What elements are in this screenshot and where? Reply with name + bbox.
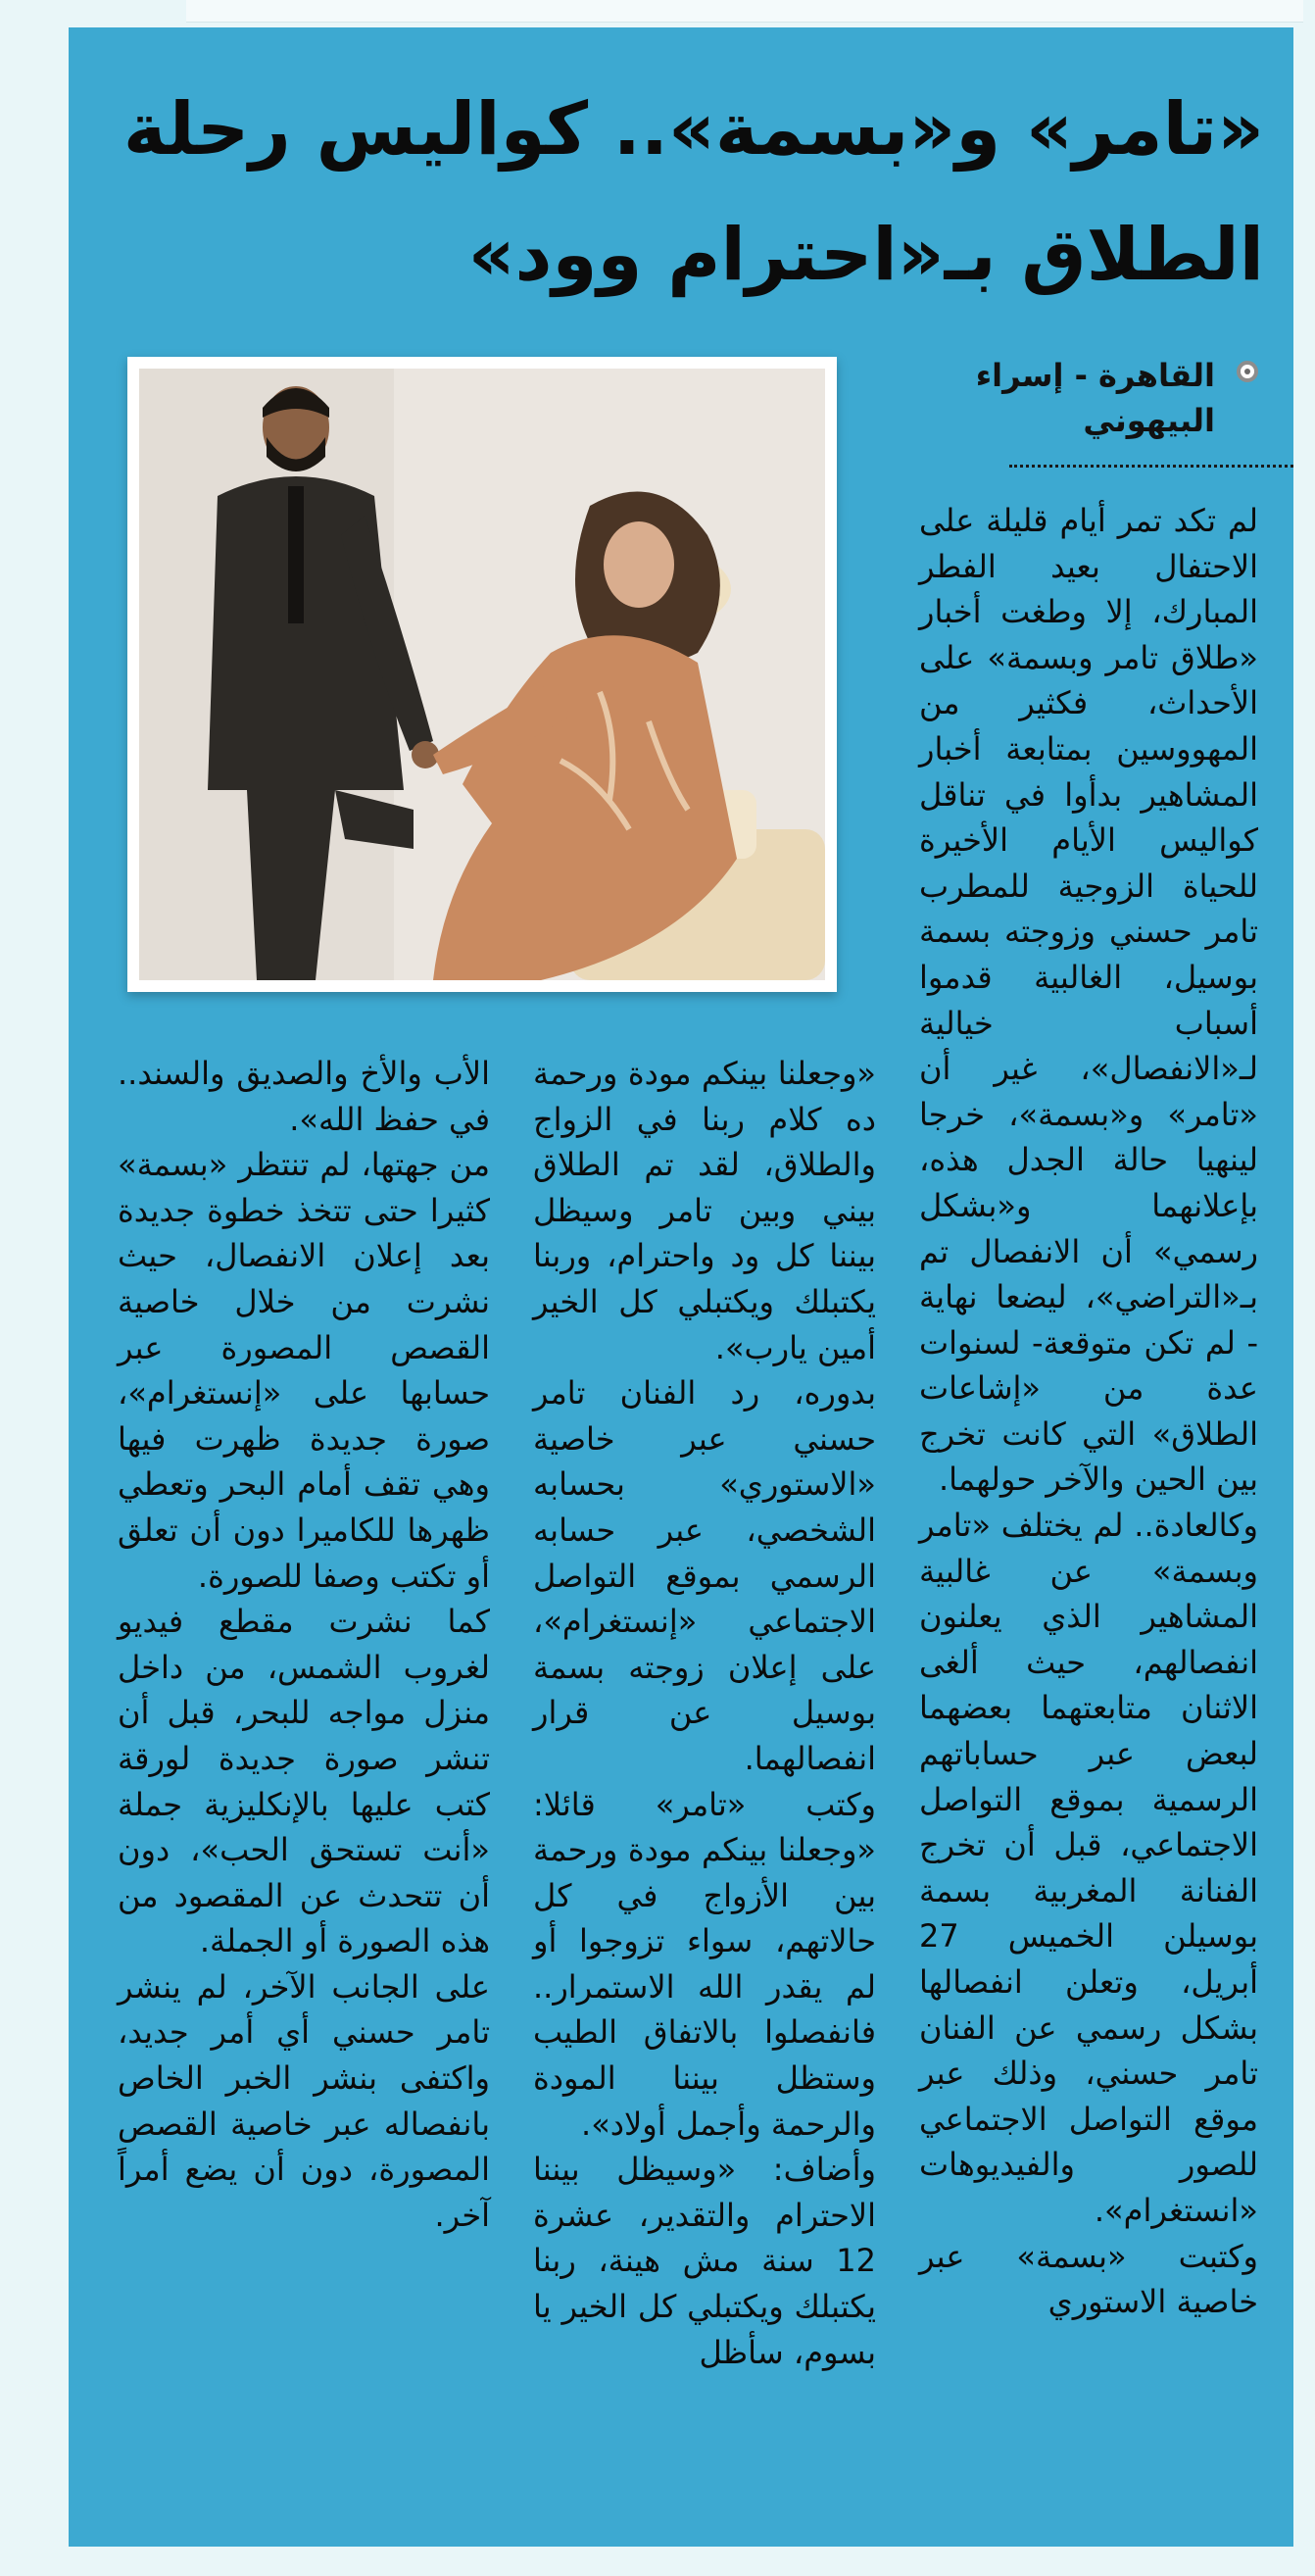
couple-illustration	[139, 369, 825, 980]
headline-line-2: الطلاق بـ«احترام وود»	[467, 213, 1264, 297]
paragraph: وكتب «تامر» قائلا: «وجعلنا بينكم مودة ورحمة بين الأزواج في كل حالاتهم، سواء تزوجوا أو لم يقدر الله الاستمرار.. فانفصلوا بالاتفاق الطيب وستظل بيننا المودة والرحمة وأجمل أولاد».	[533, 1785, 876, 2143]
paragraph: من جهتها، لم تنتظر «بسمة» كثيرا حتى تتخذ خطوة جديدة بعد إعلان الانفصال، حيث نشرت من خلال خاصية القصص المصورة عبر حسابها على «إنستغرام»، صورة جديدة ظهرت فيها وهي تقف أمام البحر وتعطي ظهرها للكاميرا دون أن تعلق أو تكتب وصفا للصورة.	[118, 1146, 490, 1595]
article-page	[69, 27, 1293, 2547]
headline	[98, 67, 1264, 318]
top-strip	[186, 0, 1303, 23]
photo-frame	[127, 357, 837, 992]
headline-line-1: «تامر» و«بسمة».. كواليس رحلة	[122, 87, 1264, 172]
paragraph: بدوره، رد الفنان تامر حسني عبر خاصية «الاستوري» بحسابه الشخصي، عبر حسابه الرسمي بموقع التواصل الاجتماعي «إنستغرام»، على إعلان زوجته بسمة بوسيل عن قرار انفصالهما.	[533, 1374, 876, 1777]
byline-divider	[1009, 465, 1293, 468]
paragraph: وكالعادة.. لم يختلف «تامر وبسمة» عن غالبية المشاهير الذي يعلنون انفصالهم، حيث ألغى الاثنان متابعتهما بعضهما لبعض عبر حساباتهم الرسمية بموقع التواصل الاجتماعي، قبل أن تخرج الفنانة المغربية بسمة بوسيلن الخميس 27 أبريل، وتعلن انفصالها بشكل رسمي عن الفنان تامر حسني، وذلك عبر موقع التواصل الاجتماعي للصور والفيديوهات «انستغرام».	[919, 1507, 1258, 2229]
paragraph: على الجانب الآخر، لم ينشر تامر حسني أي أمر جديد، واكتفى بنشر الخبر الخاص بانفصاله عبر خاصية القصص المصورة، دون أن يضع أمراً آخر.	[118, 1967, 490, 2234]
byline-text: القاهرة - إسراء البيهوني	[975, 357, 1215, 439]
paragraph: وكتبت «بسمة» عبر خاصية الاستوري	[919, 2237, 1258, 2321]
paragraph: الأب والأخ والصديق والسند.. في حفظ الله».	[118, 1055, 490, 1138]
paragraph: «وجعلنا بينكم مودة ورحمة ده كلام ربنا في الزواج والطلاق، لقد تم الطلاق بيني وبين تامر وسيظل بيننا كل ود واحترام، وربنا يكتبلك ويكتبلي كل الخير أمين يارب».	[533, 1055, 876, 1366]
byline	[945, 353, 1258, 443]
article-column-2	[533, 1051, 876, 2375]
paragraph: وأضاف: «وسيظل بيننا الاحترام والتقدير، عشرة 12 سنة مش هينة، ربنا يكتبلك ويكتبلي كل الخير يا بسوم، سأظل	[533, 2151, 876, 2371]
article-column-3	[118, 1051, 490, 2238]
bullet-icon	[1237, 361, 1258, 382]
couple-photo	[139, 369, 825, 980]
paragraph: لم تكد تمر أيام قليلة على الاحتفال بعيد الفطر المبارك، إلا وطغت أخبار «طلاق تامر وبسمة» على الأحداث، فكثير من المهووسين بمتابعة أخبار المشاهير بدأوا في تناقل كواليس الأيام الأخيرة للحياة الزوجية للمطرب تامر حسني وزوجته بسمة بوسيل، الغالبية قدموا أسباب خيالية لـ«الانفصال»، غير أن «تامر» و«بسمة»، خرجا لينهيا حالة الجدل هذه، بإعلانهما و«بشكل رسمي» أن الانفصال تم بـ«التراضي»، ليضعا نهاية - لم تكن متوقعة- لسنوات عدة من «إشاعات الطلاق» التي كانت تخرج بين الحين والآخر حولهما.	[919, 502, 1258, 1499]
paragraph: كما نشرت مقطع فيديو لغروب الشمس، من داخل منزل مواجه للبحر، قبل أن تنشر صورة جديدة لورقة كتب عليها بالإنكليزية جملة «أنت تستحق الحب»، دون أن تتحدث عن المقصود من هذه الصورة أو الجملة.	[118, 1603, 490, 1960]
article-column-1	[919, 498, 1258, 2325]
